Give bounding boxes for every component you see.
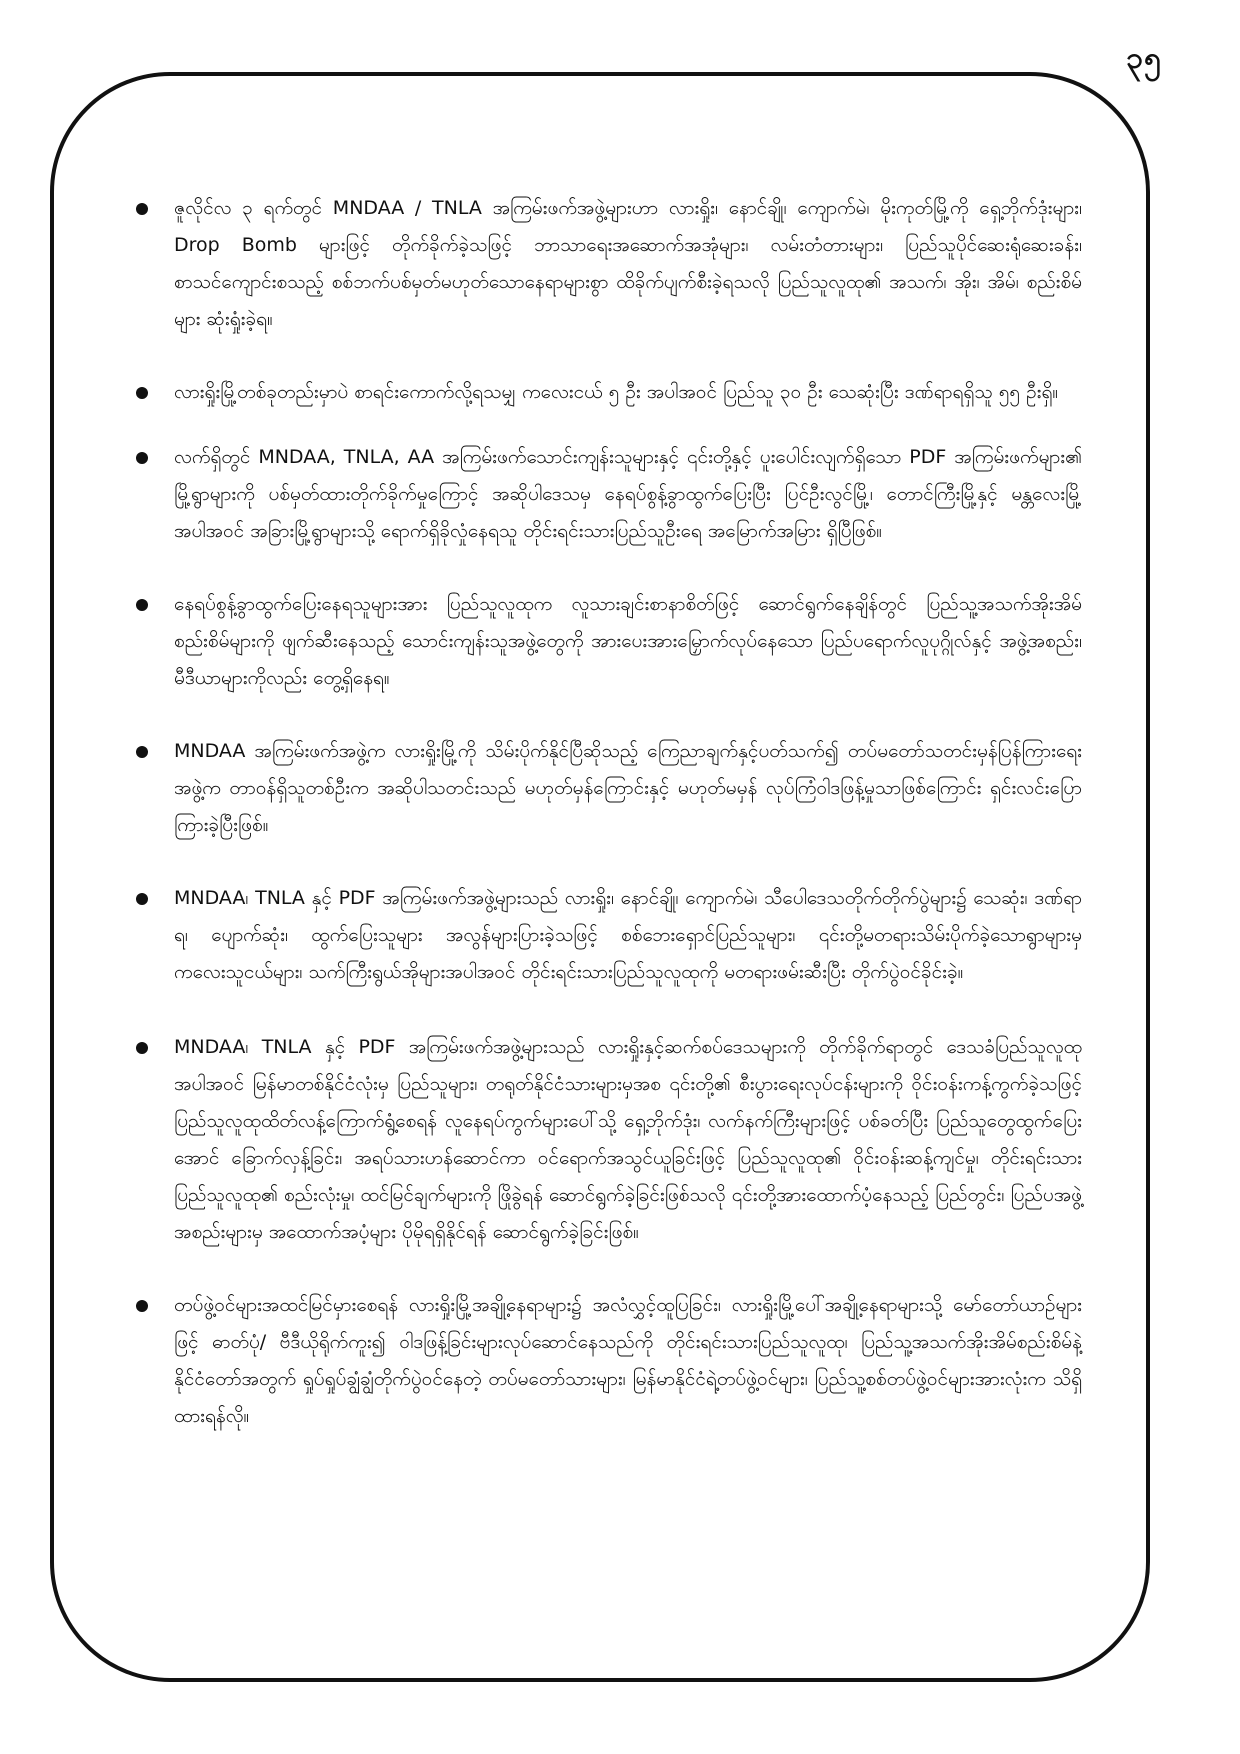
- list-item-text: MNDAA၊ TNLA နှင့် PDF အကြမ်းဖက်အဖွဲ့များသည် လားရှိုး၊ နောင်ချို၊ ကျောက်မဲ၊ သီပေါဒေသတိုက်တိုက်ပွဲများ၌ သေဆုံး၊ ဒဏ်ရာရ၊ ပျောက်ဆုံး၊ ထွက်ပြေးသူများ အလွန်များပြားခဲ့သဖြင့် စစ်ဘေးရှောင်ပြည်သူများ၊ ၎င်းတို့မတရားသိမ်းပိုက်ခဲ့သောရွာများမှ ကလေးသူငယ်များ၊ သက်ကြီးရွယ်အိုများအပါအဝင် တိုင်းရင်းသားပြည်သူလူထုကို မတရားဖမ်းဆီးပြီး တိုက်ပွဲဝင်ခိုင်းခဲ့။: [174, 887, 1082, 983]
- list-item: [132, 1029, 1082, 1251]
- list-item: [132, 586, 1082, 697]
- bullet-icon: [136, 746, 148, 758]
- page-number: ၃၅: [1126, 41, 1162, 76]
- list-item-text: လက်ရှိတွင် MNDAA, TNLA, AA အကြမ်းဖက်သောင်းကျန်းသူများနှင့် ၎င်းတို့နှင့် ပူးပေါင်းလျက်ရှိသော PDF အကြမ်းဖက်များ၏ မြို့ရွာများကို ပစ်မှတ်ထားတိုက်ခိုက်မှုကြောင့် အဆိုပါဒေသမှ နေရပ်စွန့်ခွာထွက်ပြေးပြီး ပြင်ဦးလွင်မြို့၊ တောင်ကြီးမြို့နှင့် မန္တလေးမြို့အပါအဝင် အခြားမြို့ရွာများသို့ ရောက်ရှိခိုလှုံနေရသူ တိုင်းရင်းသားပြည်သူဦးရေ အမြောက်အမြား ရှိပြီဖြစ်။: [174, 446, 1082, 542]
- bullet-icon: [136, 203, 148, 215]
- list-item: [132, 374, 1082, 411]
- bullet-icon: [136, 1300, 148, 1312]
- bullet-icon: [136, 893, 148, 905]
- bullet-icon: [136, 387, 148, 399]
- list-item-text: MNDAA အကြမ်းဖက်အဖွဲ့က လားရှိုးမြို့ကို သိမ်းပိုက်နိုင်ပြီဆိုသည့် ကြေညာချက်နှင့်ပတ်သက်၍ တပ်မတော်သတင်းမှန်ပြန်ကြားရေးအဖွဲ့က တာဝန်ရှိသူတစ်ဦးက အဆိုပါသတင်းသည် မဟုတ်မှန်ကြောင်းနှင့် မဟုတ်မမှန် လုပ်ကြံဝါဒဖြန့်မှုသာဖြစ်ကြောင်း ရှင်းလင်းပြောကြားခဲ့ပြီးဖြစ်။: [174, 740, 1082, 836]
- list-item: [132, 1287, 1082, 1435]
- list-item: [132, 190, 1082, 338]
- list-item-text: နေရပ်စွန့်ခွာထွက်ပြေးနေရသူများအား ပြည်သူလူထုက လူသားချင်းစာနာစိတ်ဖြင့် ဆောင်ရွက်နေချိန်တွင် ပြည်သူ့အသက်အိုးအိမ်စည်းစိမ်များကို ဖျက်ဆီးနေသည့် သောင်းကျန်းသူအဖွဲ့တွေကို အားပေးအားမြှောက်လုပ်နေသော ပြည်ပရောက်လူပုဂ္ဂိုလ်နှင့် အဖွဲ့အစည်း၊ မီဒီယာများကိုလည်း တွေ့ရှိနေရ။: [174, 593, 1082, 689]
- bullet-icon: [136, 452, 148, 464]
- list-item: [132, 733, 1082, 844]
- list-item-text: တပ်ဖွဲ့ဝင်များအထင်မြင်မှားစေရန် လားရှိုးမြို့အချို့နေရာများ၌ အလံလွှင့်ထူပြခြင်း၊ လားရှိုးမြို့ပေါ်အချို့နေရာများသို့ မော်တော်ယာဉ်များဖြင့် ဓာတ်ပုံ/ ဗီဒီယိုရိုက်ကူး၍ ဝါဒဖြန့်ခြင်းများလုပ်ဆောင်နေသည်ကို တိုင်းရင်းသားပြည်သူလူထု၊ ပြည်သူ့အသက်အိုးအိမ်စည်းစိမ်နဲ့ နိုင်ငံတော်အတွက် ရှုပ်ရှုပ်ချွံချွံတိုက်ပွဲဝင်နေတဲ့ တပ်မတော်သားများ၊ မြန်မာနိုင်ငံရဲ့တပ်ဖွဲ့ဝင်များ၊ ပြည်သူ့စစ်တပ်ဖွဲ့ဝင်များအားလုံးက သိရှိထားရန်လို။: [174, 1294, 1082, 1427]
- list-item-text: လားရှိုးမြို့တစ်ခုတည်းမှာပဲ စာရင်းကောက်လို့ရသမျှ ကလေးငယ် ၅ ဦး အပါအဝင် ပြည်သူ ၃၀ ဦး သေဆုံးပြီး ဒဏ်ရာရရှိသူ ၅၅ ဦးရှိ။: [174, 381, 1059, 403]
- bullet-icon: [136, 1042, 148, 1054]
- list-item: [132, 439, 1082, 550]
- bullet-list: [132, 190, 1082, 1435]
- list-item-text: MNDAA၊ TNLA နှင့် PDF အကြမ်းဖက်အဖွဲ့များသည် လားရှိုးနှင့်ဆက်စပ်ဒေသများကို တိုက်ခိုက်ရာတွင် ဒေသခံပြည်သူလူထုအပါအဝင် မြန်မာတစ်နိုင်ငံလုံးမှ ပြည်သူများ၊ တရုတ်နိုင်ငံသားများမှအစ ၎င်းတို့၏ စီးပွားရေးလုပ်ငန်းများကို ဝိုင်းဝန်းကန့်ကွက်ခဲ့သဖြင့် ပြည်သူလူထုထိတ်လန့်ကြောက်ရွံ့စေရန် လူနေရပ်ကွက်များပေါ်သို့ ရှေ့ဘိုက်ဒုံး၊ လက်နက်ကြီးများဖြင့် ပစ်ခတ်ပြီး ပြည်သူတွေထွက်ပြေးအောင် ခြောက်လှန့်ခြင်း၊ အရပ်သားဟန်ဆောင်ကာ ဝင်ရောက်အသွင်ယူခြင်းဖြင့် ပြည်သူလူထု၏ ဝိုင်းဝန်းဆန့်ကျင်မှု၊ တိုင်းရင်းသားပြည်သူလူထု၏ စည်းလုံးမှု၊ ထင်မြင်ချက်များကို ဖြိုခွဲရန် ဆောင်ရွက်ခဲ့ခြင်းဖြစ်သလို ၎င်းတို့အားထောက်ပံ့နေသည့် ပြည်တွင်း၊ ပြည်ပအဖွဲ့အစည်းများမှ အထောက်အပံ့များ ပိုမိုရရှိနိုင်ရန် ဆောင်ရွက်ခဲ့ခြင်းဖြစ်။: [174, 1036, 1082, 1243]
- list-item-text: ဇူလိုင်လ ၃ ရက်တွင် MNDAA / TNLA အကြမ်းဖက်အဖွဲ့များဟာ လားရှိုး၊ နောင်ချို၊ ကျောက်မဲ၊ မိုးကုတ်မြို့ကို ရှေ့ဘိုက်ဒုံးများ၊ Drop Bomb များဖြင့် တိုက်ခိုက်ခဲ့သဖြင့် ဘာသာရေးအဆောက်အအုံများ၊ လမ်းတံတားများ၊ ပြည်သူပိုင်ဆေးရုံဆေးခန်း၊ စာသင်ကျောင်းစသည့် စစ်ဘက်ပစ်မှတ်မဟုတ်သောနေရာများစွာ ထိခိုက်ပျက်စီးခဲ့ရသလို ပြည်သူလူထု၏ အသက်၊ အိုး၊ အိမ်၊ စည်းစိမ်များ ဆုံးရှုံးခဲ့ရ။: [174, 197, 1082, 330]
- list-item: [132, 880, 1082, 991]
- bullet-icon: [136, 599, 148, 611]
